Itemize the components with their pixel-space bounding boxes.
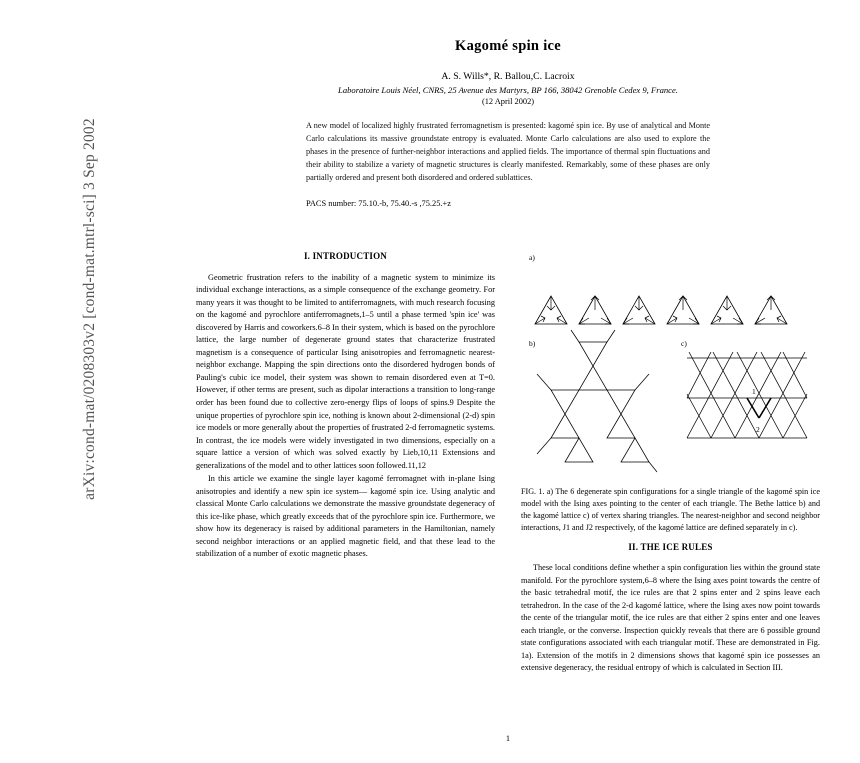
label-j2: 2 bbox=[756, 425, 760, 434]
section-heading-ice-rules: II. THE ICE RULES bbox=[628, 541, 713, 552]
section-heading-introduction: I. INTRODUCTION bbox=[303, 251, 387, 261]
intro-paragraph-2: In this article we examine the single layer kagomé ferromagnet with in-plane Ising anisotropies and identify a new spin ice system— kagomé spin ice. Using analytic and classical Monte Carlo calculations we demonstrate the massive groundstate degeneracy of this ice-like phase, which greatly exceeds that of the pyrochlore spin ice. Furthermore, we show how its degeneracy is raised by additional parameters in the Hamiltonian, namely second neighbor interactions or an applied magnetic field, and that these lead to the stabilization of a number of exotic magnetic phases. bbox=[196, 474, 495, 559]
panel-b-bethe-lattice bbox=[537, 330, 657, 472]
submission-date: (12 April 2002) bbox=[481, 97, 535, 106]
figure-1-graphic bbox=[521, 248, 820, 478]
panel-label-c: c) bbox=[681, 339, 687, 348]
ice-rules-paragraph-1: These local conditions define whether a spin configuration lies within the ground state manifold. For the pyrochlore system,6–8 where the Ising axes point towards the centre of the basic tetrahedral motif, the ice rules are that 2 spins enter and 2 spins leave each tetrahedron. In the case of the 2-d kagomé lattice, where the Ising axes now point towards the cente of the triangular motif, the ice rules are that either 2 spins enter and one leaves each triangle, or the converse. Inspection quickly reveals that there are 6 possible ground state configurations associated with each triangular motif. These are demonstrated in Fig. 1a). Extension of the motifs in 2 dimensions shows that kagomé spin ice possesses an extensive degeneracy, the residual entropy of which is calculated in Section III. bbox=[521, 563, 820, 673]
panel-label-a: a) bbox=[529, 253, 535, 262]
page-title: Kagomé spin ice bbox=[455, 38, 561, 54]
intro-paragraph-1: Geometric frustration refers to the inability of a magnetic system to minimize its individual exchange interactions, as a simple consequence of the exchange geometry. For many years it was thought to be limited to antiferromagnets, with much research focusing on the kagomé and pyrochlore antiferromagnets,1–5 until a phase termed 'spin ice' was discovered by Harris and coworkers.6–8 In their system, which is based on the pyrochlore lattice, the large number of degenerate ground states that characterize frustrated magnetism is a consequence of particular Ising anisotropies and ferromagnetic nearest-neighbor exchange. Mapping the spin directions onto the disordered hydrogen bonds of Pauling's cubic ice model, their system was shown to remain disordered even at T=0. However, if other terms are present, such as dipolar interactions a transition to long-range order has been found due to collective zero-energy flips of loops of spins.9 Despite the unique properties of pyrochlore spin ice, nothing is known about 2-dimensional (2-d) spin ice models or more generally about the properties of frustrated 2-d ferromagnetic systems. In contrast, the ice models were widely investigated in two dimensions, especially on a square lattice a version of which was solved exactly by Lieb,10,11 Extensions and generalizations of the model and to other lattices soon followed.11,12 bbox=[196, 272, 495, 470]
column-right bbox=[521, 246, 820, 676]
label-j1: 1 bbox=[752, 387, 756, 396]
pacs-numbers: PACS number: 75.10.-b, 75.40.-s ,75.25.+z bbox=[306, 198, 451, 208]
abstract-text: A new model of localized highly frustrated ferromagnetism is presented: kagomé spin ice. By use of analytical and Monte Carlo calculations its massive groundstate entropy is evaluated. Monte Carlo calculations are also used to explore the phases in the presence of further-neighbor interactions and applied fields. The importance of thermal spin fluctuations and their ability to stabilize a variety of magnetic structures is clearly manifested. Remarkably, some of these phases are only partially ordered and present both disordered and ordered sublattices. bbox=[306, 121, 710, 182]
affiliation: Laboratoire Louis Néel, CNRS, 25 Avenue des Martyrs, BP 166, 38042 Grenoble Cedex 9, France. bbox=[338, 85, 678, 95]
panel-label-b: b) bbox=[529, 339, 536, 348]
figure-1 bbox=[521, 248, 820, 535]
column-left bbox=[196, 246, 495, 676]
panel-a-triangles bbox=[535, 296, 787, 324]
arxiv-identifier-stamp: arXiv:cond-mat/0208303v2 [cond-mat.mtrl-sci] 3 Sep 2002 bbox=[81, 118, 98, 500]
panel-c-kagome-lattice bbox=[687, 352, 807, 438]
paper-content bbox=[196, 28, 820, 743]
author-list: A. S. Wills*, R. Ballou,C. Lacroix bbox=[441, 71, 575, 82]
figure-1-caption: FIG. 1. a) The 6 degenerate spin configurations for a single triangle of the kagomé spin ice model with the Ising axes pointing to the center of each triangle. The Bethe lattice b) and the kagomé lattice c) of vertex sharing triangles. The nearest-neighbor and second neighbor interactions, J1 and J2 respectively, of the kagomé lattice are defined separately in c). bbox=[521, 487, 820, 533]
two-column-body bbox=[196, 246, 820, 676]
page-number: 1 bbox=[505, 734, 511, 743]
